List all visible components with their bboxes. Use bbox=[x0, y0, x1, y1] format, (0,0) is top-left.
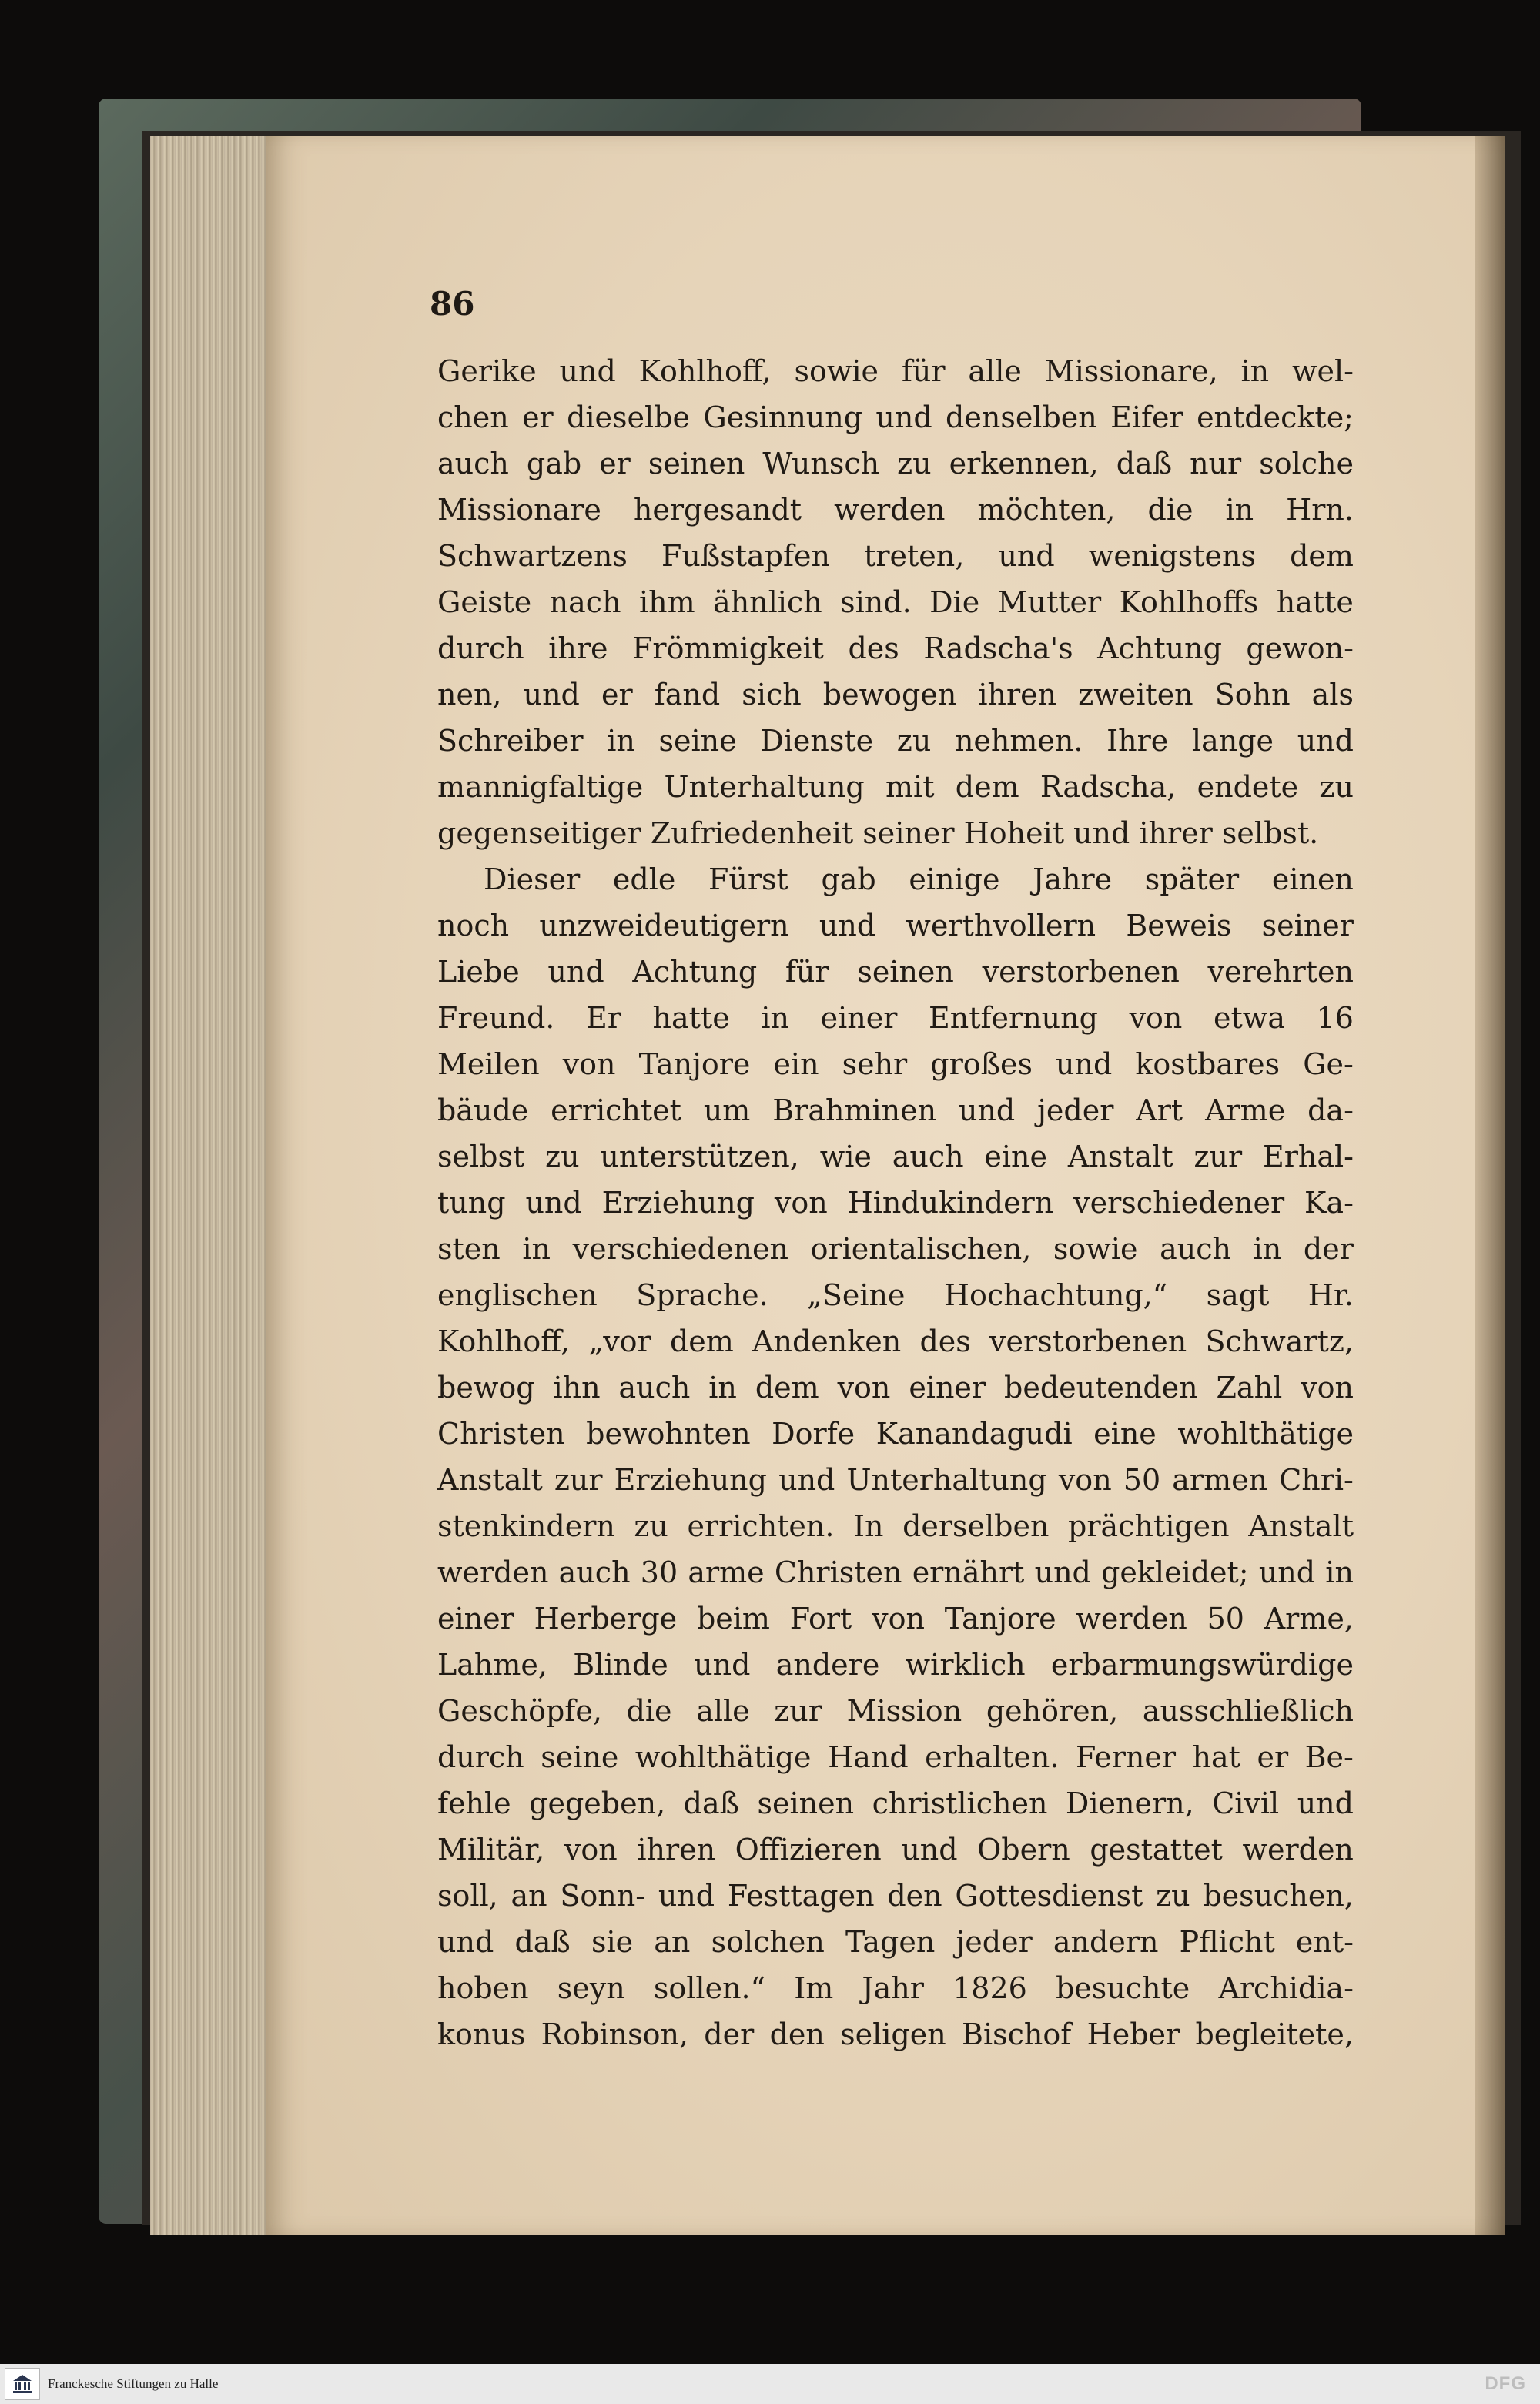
text-line: Meilen von Tanjore ein sehr großes und kostbares Ge- bbox=[437, 1047, 1354, 1081]
text-line: tung und Erziehung von Hindukindern verschiedener Ka- bbox=[437, 1186, 1354, 1220]
text-line: Missionare hergesandt werden möchten, die in Hrn. bbox=[437, 493, 1354, 527]
text-line: stenkindern zu errichten. In derselben prächtigen Anstalt bbox=[437, 1509, 1354, 1543]
text-line: hoben seyn sollen.“ Im Jahr 1826 besuchte Archidia- bbox=[437, 1971, 1354, 2005]
text-line: Christen bewohnten Dorfe Kanandagudi eine wohlthätige bbox=[437, 1417, 1354, 1451]
text-line: Freund. Er hatte in einer Entfernung von etwa 16 bbox=[437, 1001, 1354, 1035]
building-icon bbox=[11, 2372, 34, 2396]
text-line: Militär, von ihren Offizieren und Obern gestattet werden bbox=[437, 1833, 1354, 1867]
text-line: chen er dieselbe Gesinnung und denselben Eifer entdeckte; bbox=[437, 400, 1354, 434]
text-line: Schwartzens Fußstapfen treten, und wenigstens dem bbox=[437, 539, 1354, 573]
text-line: Geiste nach ihm ähnlich sind. Die Mutter Kohlhoffs hatte bbox=[437, 585, 1354, 619]
text-line: mannigfaltige Unterhaltung mit dem Radscha, endete zu bbox=[437, 770, 1354, 804]
text-line: fehle gegeben, daß seinen christlichen Dienern, Civil und bbox=[437, 1786, 1354, 1820]
text-line: und daß sie an solchen Tagen jeder andern Pflicht ent- bbox=[437, 1925, 1354, 1959]
text-line: Geschöpfe, die alle zur Mission gehören, ausschließlich bbox=[437, 1694, 1354, 1728]
text-line: bäude errichtet um Brahminen und jeder Art Arme da- bbox=[437, 1093, 1354, 1127]
institution-credit bbox=[0, 2368, 218, 2400]
text-line: konus Robinson, der den seligen Bischof Heber begleitete, bbox=[437, 2017, 1354, 2051]
franckesche-stiftungen-logo-icon[interactable] bbox=[5, 2368, 40, 2400]
text-line: soll, an Sonn- und Festtagen den Gottesdienst zu besuchen, bbox=[437, 1879, 1354, 1913]
text-line: Schreiber in seine Dienste zu nehmen. Ihre lange und bbox=[437, 724, 1354, 758]
page-text bbox=[437, 348, 1354, 2057]
footer-bar bbox=[0, 2364, 1540, 2404]
text-line: nen, und er fand sich bewogen ihren zweiten Sohn als bbox=[437, 678, 1354, 711]
text-line: Liebe und Achtung für seinen verstorbenen verehrten bbox=[437, 955, 1354, 989]
text-line: englischen Sprache. „Seine Hochachtung,“ sagt Hr. bbox=[437, 1278, 1354, 1312]
text-line: durch seine wohlthätige Hand erhalten. Ferner hat er Be- bbox=[437, 1740, 1354, 1774]
page-number: 86 bbox=[430, 285, 475, 323]
gutter-shadow bbox=[1475, 136, 1505, 2235]
text-line: Gerike und Kohlhoff, sowie für alle Missionare, in wel- bbox=[437, 354, 1354, 388]
text-line: sten in verschiedenen orientalischen, sowie auch in der bbox=[437, 1232, 1354, 1266]
text-line: Anstalt zur Erziehung und Unterhaltung von 50 armen Chri- bbox=[437, 1463, 1354, 1497]
dfg-logo[interactable]: DFG bbox=[1485, 2373, 1526, 2394]
text-line: bewog ihn auch in dem von einer bedeutenden Zahl von bbox=[437, 1371, 1354, 1405]
text-line: gegenseitiger Zufriedenheit seiner Hoheit und ihrer selbst. bbox=[437, 816, 1319, 850]
institution-name[interactable]: Franckesche Stiftungen zu Halle bbox=[48, 2376, 219, 2391]
text-line: Dieser edle Fürst gab einige Jahre später einen bbox=[484, 862, 1354, 896]
text-line: selbst zu unterstützen, wie auch eine Anstalt zur Erhal- bbox=[437, 1140, 1354, 1174]
text-line: Kohlhoff, „vor dem Andenken des verstorbenen Schwartz, bbox=[437, 1324, 1354, 1358]
text-line: Lahme, Blinde und andere wirklich erbarmungswürdige bbox=[437, 1648, 1354, 1682]
text-line: werden auch 30 arme Christen ernährt und gekleidet; und in bbox=[437, 1555, 1354, 1589]
text-line: durch ihre Frömmigkeit des Radscha's Achtung gewon- bbox=[437, 631, 1354, 665]
page-edges bbox=[150, 136, 268, 2235]
text-line: auch gab er seinen Wunsch zu erkennen, daß nur solche bbox=[437, 447, 1354, 480]
text-line: noch unzweideutigern und werthvollern Beweis seiner bbox=[437, 909, 1354, 943]
text-line: einer Herberge beim Fort von Tanjore werden 50 Arme, bbox=[437, 1602, 1354, 1636]
